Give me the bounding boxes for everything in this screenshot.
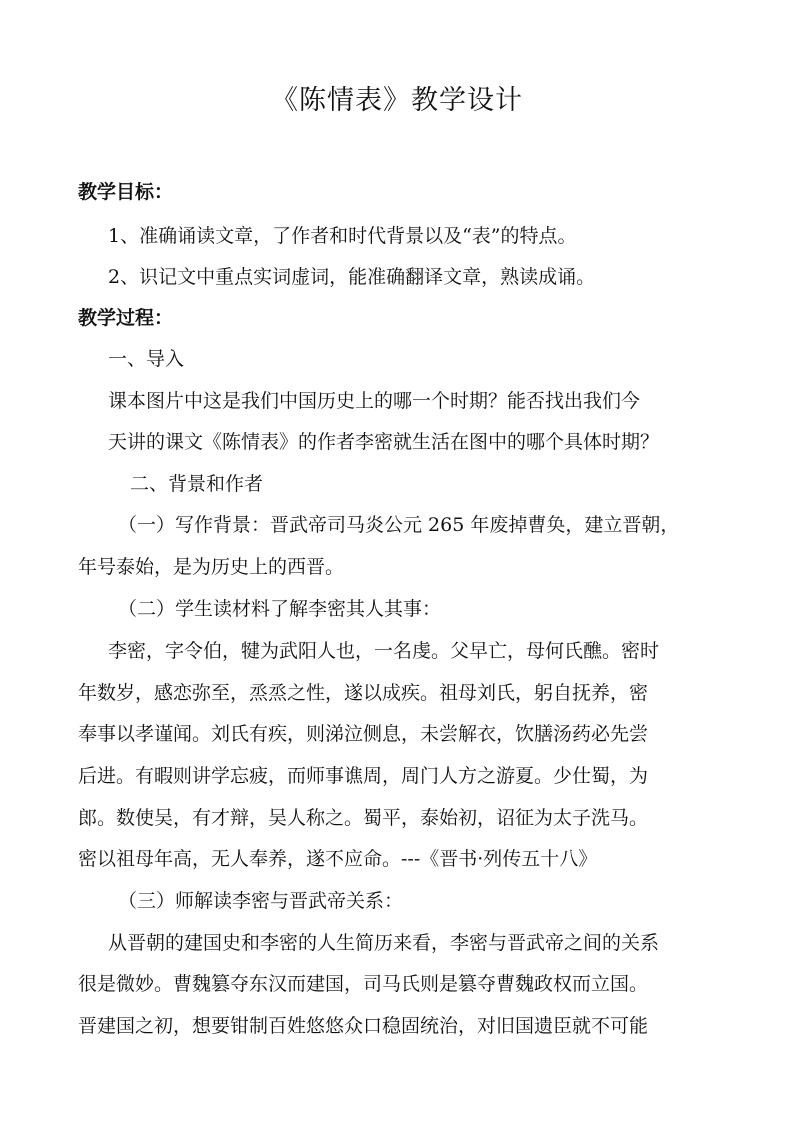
paragraph-line: 很是微妙。曹魏篡夺东汉而建国，司马氏则是篡夺曹魏政权而立国。: [78, 973, 649, 995]
paragraph-line: （一）写作背景：晋武帝司马炎公元 265 年废掉曹奂，建立晋朝，: [118, 514, 680, 536]
subsection-heading: （三）师解读李密与晋武帝关系：: [118, 890, 404, 912]
paragraph-line: 密以祖母年高，无人奉养，遂不应命。---《晋书·列传五十八》: [78, 848, 598, 870]
objective-item: 2、识记文中重点实词虚词，能准确翻译文章，熟读成诵。: [108, 266, 596, 288]
paragraph-line: 年数岁，感恋弥至，烝烝之性，遂以成疾。祖母刘氏，躬自抚养，密: [78, 682, 649, 704]
paragraph-line: 晋建国之初，想要钳制百姓悠悠众口稳固统治，对旧国遗臣就不可能: [78, 1015, 649, 1037]
paragraph-line: 从晋朝的建国史和李密的人生简历来看，李密与晋武帝之间的关系: [108, 932, 660, 954]
document-title: 《陈情表》教学设计: [271, 85, 523, 116]
section-heading: 二、背景和作者: [130, 473, 264, 495]
subsection-heading: （二）学生读材料了解李密其人其事：: [118, 598, 442, 620]
paragraph-line: 李密，字令伯，犍为武阳人也，一名虔。父早亡，母何氏醮。密时: [108, 640, 660, 662]
paragraph-line: 后进。有暇则讲学忘疲，而师事谯周，周门人方之游夏。少仕蜀，为: [78, 765, 649, 787]
paragraph-line: 奉事以孝谨闻。刘氏有疾，则涕泣侧息，未尝解衣，饮膳汤药必先尝: [78, 723, 649, 745]
objective-item: 1、准确诵读文章，了作者和时代背景以及“表”的特点。: [108, 225, 577, 247]
paragraph-line: 天讲的课文《陈情表》的作者李密就生活在图中的哪个具体时期？: [108, 431, 660, 453]
paragraph-line: 课本图片中这是我们中国历史上的哪一个时期？能否找出我们今: [108, 390, 641, 412]
objectives-heading: 教学目标：: [78, 181, 174, 203]
section-heading: 一、导入: [108, 348, 185, 370]
paragraph-line: 年号泰始，是为历史上的西晋。: [78, 556, 345, 578]
paragraph-line: 郎。数使吴，有才辩，吴人称之。蜀平，泰始初，诏征为太子洗马。: [78, 807, 649, 829]
process-heading: 教学过程：: [78, 307, 174, 329]
